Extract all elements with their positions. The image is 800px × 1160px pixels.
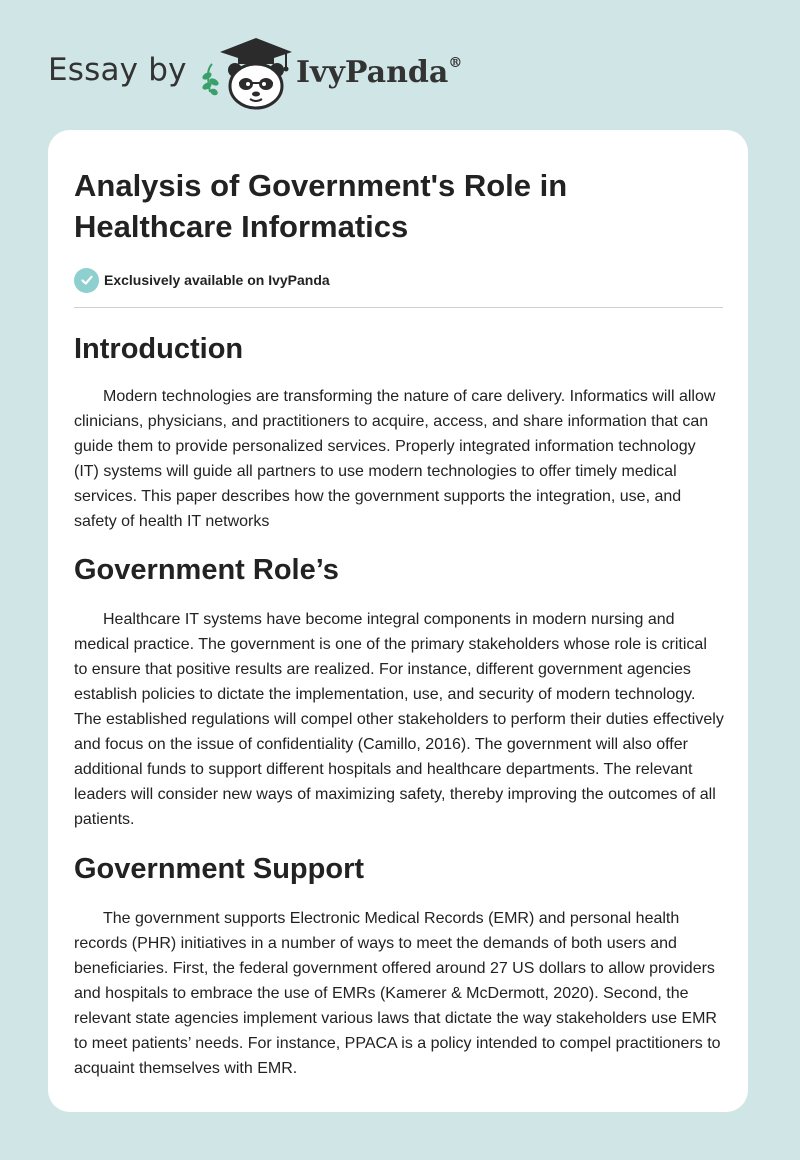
registered-mark: ®: [448, 55, 463, 71]
section-paragraph-government-support: The government supports Electronic Medical Records (EMR) and personal health records (PHR) initiatives in a number of ways to meet the demands of both users and beneficiaries. First, the federal government offered around 27 US dollars to allow providers and hospitals to embrace the use of EMRs (Kamerer & McDermott, 2020). Second, the relevant state agencies implement various laws that dictate the way stakeholders use EMR to meet patients’ needs. For instance, PPACA is a policy intended to compel practitioners to acquaint themselves with EMR.: [74, 910, 721, 1077]
exclusive-badge-label: Exclusively available on IvyPanda: [104, 272, 330, 288]
brand-name[interactable]: IvyPanda®: [296, 55, 463, 90]
section-heading-government-support: Government Support: [74, 853, 365, 885]
leaf-icon: [201, 64, 220, 97]
divider: [74, 307, 723, 308]
site-header: [48, 34, 508, 114]
section-heading-government-role: Government Role’s: [74, 554, 339, 586]
section-heading-introduction: Introduction: [74, 333, 244, 365]
section-paragraph-government-role: Healthcare IT systems have become integral components in modern nursing and medical practice. The government is one of the primary stakeholders whose role is critical to ensure that positive results are realized. For instance, different government agencies establish policies to dictate the implementation, use, and security of modern technology. The established regulations will compel other stakeholders to perform their duties effectively and focus on the issue of confidentiality (Camillo, 2016). The government will also offer additional funds to support different hospitals and healthcare departments. The relevant leaders will consider new ways of maximizing safety, thereby improving the outcomes of all patients.: [74, 611, 724, 828]
brand-prefix: Essay by: [48, 52, 187, 88]
article-content: [74, 165, 724, 1081]
exclusive-badge: [74, 267, 724, 293]
panda-graduation-cap-logo-icon[interactable]: [198, 34, 298, 112]
article-title: Analysis of Government's Role in Healthcare Informatics: [74, 168, 568, 244]
section-paragraph-introduction: Modern technologies are transforming the nature of care delivery. Informatics will allow clinicians, physicians, and practitioners to acquire, access, and share information that can guide them to provide personalized services. Properly integrated information technology (IT) systems will guide all partners to use modern technologies to offer timely medical services. This paper describes how the government supports the integration, use, and safety of health IT networks: [74, 388, 716, 530]
checkmark-icon: [74, 268, 99, 293]
article-card: [48, 130, 748, 1112]
